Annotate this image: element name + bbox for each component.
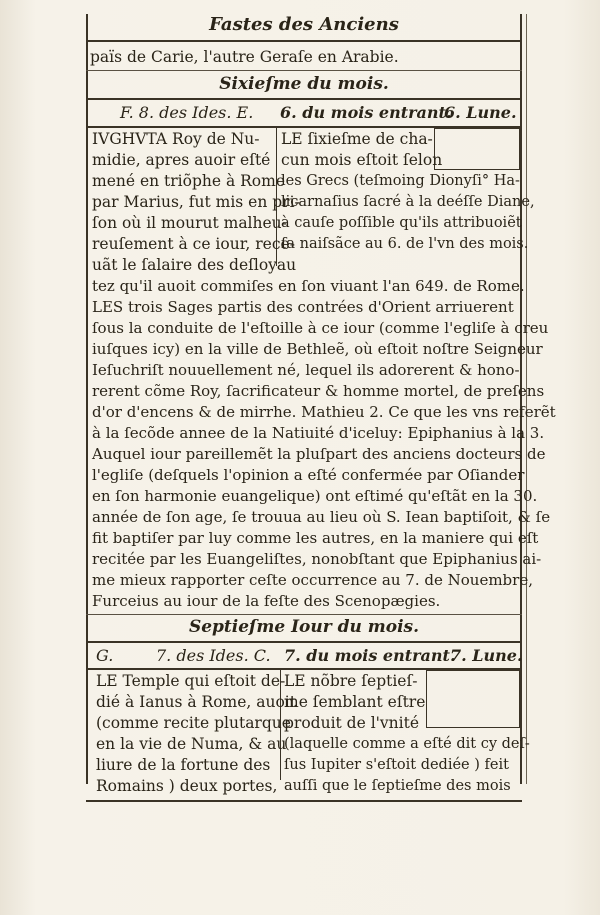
s1-right-line-1: cun mois eſtoit ſelon [281,151,443,169]
s1-full-line-15: Furceius au iour de la feſte des Scenopægies. [92,592,441,610]
rule-bottom [86,800,522,802]
s1-full-line-14: me mieux rapporter ceſte occurrence au 7. de Nouembre, [92,571,533,589]
section1-title: Sixieſme du mois. [219,74,389,94]
s1-full-line-12: fit baptiſer par luy comme les autres, en la maniere qui eſt [92,529,539,547]
s2-left-line-2: (comme recite plutarque [96,714,291,732]
section1-header-right: 6. Lune. [444,103,517,122]
s1-full-line-6: d'or d'encens & de mirrhe. Mathieu 2. Ce que les vns referẽt [92,403,556,421]
s1-right-line-2: les Grecs (teſmoing Dionyſi° Ha- [281,173,520,189]
s2-left-line-1: dié à Ianus à Rome, auoit [96,693,296,711]
s1-right-line-5: ſa naiſsãce au 6. de l'vn des mois. [281,236,529,252]
section2-header-left: G. [96,646,114,665]
s1-full-line-1: LES trois Sages partis des contrées d'Orient arriuerent [92,298,514,316]
s1-full-line-11: année de ſon age, ſe trouua au lieu où S. Iean baptiſoit, & ſe [92,508,551,526]
rule-head [86,40,522,42]
s2-right-line-1: me ſemblant eſtre [284,693,426,711]
s1-left-line-3: par Marius, fut mis en pri- [92,193,300,211]
s1-full-line-9: l'egliſe (deſquels l'opinion a eſté confermée par Oſiander [92,466,525,484]
s1-full-line-7: à la ſecõde annee de la Natiuité d'iceluy: Epiphanius à la 3. [92,424,545,442]
s2-left-line-3: en la vie de Numa, & au [96,735,287,753]
s1-full-line-0: tez qu'il auoit commiſes en ſon viuant l'an 649. de Rome. [92,277,525,295]
s2-left-line-5: Romains ) deux portes, [96,777,278,795]
rule-top-line [86,70,522,71]
s1-full-line-10: en ſon harmonie euangelique) ont eſtimé qu'eſtãt en la 30. [92,487,538,505]
section2-header-mid: 7. du mois entrant. [284,646,456,665]
s1-full-line-13: recitée par les Euangeliſtes, nonobſtant que Epiphanius ai- [92,550,542,568]
section2-header-right: 7. Lune. [450,646,523,665]
rule-section2-title [86,641,522,643]
section2-header-leftmid: 7. des Ides. C. [156,646,271,665]
s2-right-line-3: (laquelle comme a eſté dit cy deſ- [284,736,530,752]
s1-full-line-4: Ieſuchriſt nouuellement né, lequel ils adorerent & hono- [92,361,520,379]
blank-box-1 [434,128,520,170]
s1-left-line-1: midie, apres auoir eſté [92,151,271,169]
section1-header-left: F. 8. des Ides. E. [120,103,254,122]
s1-right-line-0: LE ſixieſme de cha- [281,130,433,148]
s1-left-line-6: uãt le ſalaire des deſloyau [92,256,297,274]
s1-left-line-4: ſon où il mourut malheu- [92,214,287,232]
s1-left-line-0: IVGHVTA Roy de Nu- [92,130,260,148]
rule-section1-title [86,98,522,100]
blank-box-2 [426,670,520,728]
top-line: païs de Carie, l'autre Geraſe en Arabie. [90,48,399,66]
s1-full-line-3: iuſques icy) en la ville de Bethleẽ, où eſtoit noſtre Seigneur [92,340,543,358]
s2-right-line-2: produit de l'vnité [284,714,420,732]
s2-left-line-4: liure de la fortune des [96,756,271,774]
rule-section1-end [86,614,522,615]
s1-full-line-2: ſous la conduite de l'eſtoille à ce iour (comme l'egliſe à creu [92,319,549,337]
section1-header-mid: 6. du mois entrant. [280,103,452,122]
s1-right-line-4: à cauſe poſſible qu'ils attribuoiẽt [281,215,522,231]
s1-left-line-5: reuſement à ce iour, rece- [92,235,295,253]
s2-right-line-5: auſſi que le ſeptieſme des mois [284,778,511,794]
s1-right-line-3: licarnaſius ſacré à la deéſſe Diane, [281,194,535,210]
running-head: Fastes des Anciens [209,14,399,35]
s2-right-line-0: LE nõbre ſeptieſ- [284,672,418,690]
s2-left-line-0: LE Temple qui eſtoit de- [96,672,286,690]
s2-right-line-4: ſus Iupiter s'eſtoit dediée ) feit [284,757,509,773]
s1-left-line-2: mené en triõphe à Rome [92,172,286,190]
section2-title: Septieſme Iour du mois. [188,617,420,637]
s1-full-line-8: Auquel iour pareillemẽt la pluſpart des anciens docteurs de [92,445,546,463]
s1-full-line-5: rerent cõme Roy, ſacrificateur & homme mortel, de preſens [92,382,545,400]
